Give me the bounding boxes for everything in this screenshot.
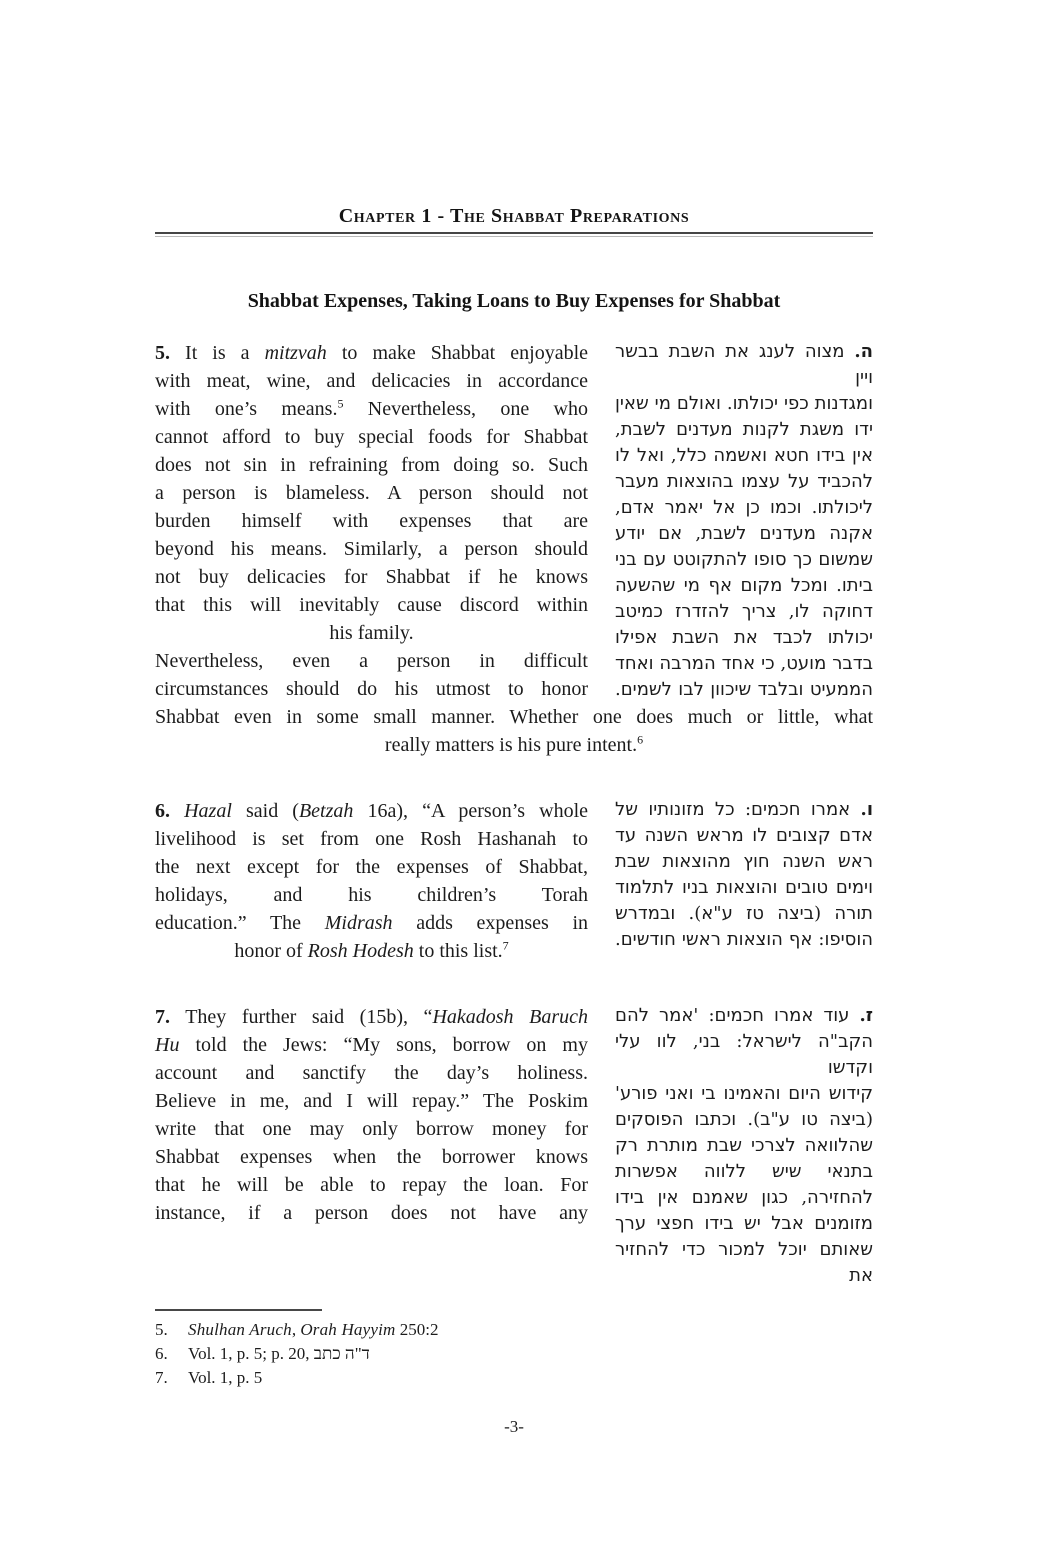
chapter-header: Chapter 1 - The Shabbat Preparations [338,205,690,227]
footnote-number: 5. [155,1320,168,1339]
footnote-number: 7. [155,1368,168,1387]
english-text-6 [155,797,588,965]
text-line: ראש השנה חוץ מהוצאות שבת [615,851,873,872]
text-line: Nevertheless, even a person in difficult [155,650,588,672]
text-line: ביתו. ומכל מקום אף מי שהשעה [615,575,873,596]
text-line: really matters is his pure intent.$^6$ [384,732,644,756]
header-rule [155,232,873,237]
text-line: שמשום כך סופו להתקוטט עם בני [615,549,873,570]
footnote-6 [155,1342,873,1366]
text-line: אדם קצובים לו מראש השנה עד [615,825,873,846]
footnote-text: Vol. 1, p. 5 [188,1368,263,1387]
halacha-5 [155,339,873,759]
text-line: הוסיפו: אף הוצאות ראשי חודשים. [615,929,873,950]
text-line: ה. מצוה לענג את השבת בבשר ויין [615,341,873,388]
text-line: circumstances should do his utmost to honor [155,678,588,700]
text-line: ו. אמרו חכמים: כל מזונותיו של [615,799,873,820]
text-line: בתנאי שיש ללווה אפשרות [615,1161,873,1182]
halacha-7 [155,1003,873,1289]
text-line: להכביד על עצמו בהוצאות מעבר [615,471,873,492]
text-line: ידו משגת לקנות מעדנים לשבת, [615,419,873,440]
page-content [155,0,873,1438]
footnote-text: Shulhan Aruch, Orah Hayyim 250:2 [188,1320,439,1339]
text-line: 6. Hazal said (Betzah 16a), “A person’s whole [155,800,588,822]
text-line: אין בידו חטא ואשמה כלל, ואל לו [615,445,873,466]
text-line: בדבר מועט, כי אחד המרבה ואחד [615,653,873,674]
text-line: Shabbat expenses when the borrower knows [155,1146,588,1168]
text-line: instance, if a person does not have any [155,1202,588,1224]
text-line: הממעיט ובלבד שיכוון לבו לשמים. [615,679,873,700]
hebrew-text-7 [615,1003,873,1289]
footnote-number: 6. [155,1344,168,1363]
text-line: does not sin in refraining from doing so. Such [155,454,588,476]
text-line: להחזירה, כגון שאמנם אין בידו [615,1187,873,1208]
text-line: Hu told the Jews: “My sons, borrow on my [155,1034,588,1056]
footnotes [155,1318,873,1390]
text-line: 5. It is a mitzvah to make Shabbat enjoyable [155,342,589,364]
footnote-7 [155,1366,873,1390]
text-line: account and sanctify the day’s holiness. [155,1062,588,1084]
text-line: יכולתו לכבד את השבת אפילו [615,627,873,648]
text-line: that this will inevitably cause discord within [155,594,588,616]
text-line: קידוש היום והאמינו בי ואני פורע' [615,1083,873,1104]
hebrew-text-6 [615,797,873,953]
text-line: not buy delicacies for Shabbat if he knows [155,566,588,588]
text-line: with one’s means.$^5$ Nevertheless, one who [155,396,588,420]
text-line: ליכולתו. וכמו כן אל יאמר אדם, [615,497,873,518]
halacha-6 [155,797,873,965]
text-line: holidays, and his children’s Torah [155,884,588,906]
text-line: אקנה מעדנים לשבת, אם יודע [615,523,873,544]
text-line: מזומנים אבל יש בידו חפצי ערך [615,1213,873,1234]
english-text-7 [155,1003,588,1227]
text-line: 7. They further said (15b), “Hakadosh Baruch [155,1006,589,1028]
text-line: that he will be able to repay the loan. For [155,1174,588,1196]
page-number: -3- [504,1417,524,1436]
text-line: (ביצה טו ע"ב). וכתבו הפוסקים [615,1109,873,1130]
text-line: וימים טובים והוצאות בניו לתלמוד [615,877,873,898]
text-line: burden himself with expenses that are [155,510,588,532]
text-line: ומגדנות כפי יכולתו. ואולם מי שאין [615,393,873,414]
text-line: דחוקה לו, צריך להזדרז כמיטב [615,601,873,622]
text-line: Believe in me, and I will repay.” The Poskim [155,1090,588,1112]
text-line: beyond his means. Similarly, a person should [155,538,588,560]
text-line: a person is blameless. A person should not [155,482,588,504]
halacha-5-columns [155,339,873,703]
footnote-divider [155,1309,322,1311]
footnote-5 [155,1318,873,1342]
text-line: שהלוואה לצרכי שבת מותרת רק [615,1135,873,1156]
text-line: the next except for the expenses of Shabbat, [155,856,588,878]
text-line: ז. עוד אמרו חכמים: 'אמר להם [615,1005,873,1026]
text-line: his family. [329,622,414,644]
text-line: Shabbat even in some small manner. Whether one does much or little, what [155,706,873,728]
hebrew-text-5 [615,339,873,703]
footnote-text: Vol. 1, p. 5; p. 20, ד"ה כתב [188,1344,370,1363]
text-line: education.” The Midrash adds expenses in [155,912,588,934]
text-line: write that one may only borrow money for [155,1118,588,1140]
english-continuation-5 [155,703,873,759]
text-line: הקב"ה לישראל: בני, לוו עלי וקדשו [615,1031,873,1078]
text-line: with meat, wine, and delicacies in accordance [155,370,588,392]
section-title: Shabbat Expenses, Taking Loans to Buy Expenses for Shabbat [247,290,781,312]
text-line: livelihood is set from one Rosh Hashanah to [155,828,588,850]
text-line: שאותם יוכל למכור כדי להחזיר את [615,1239,873,1286]
text-line: cannot afford to buy special foods for Shabbat [155,426,588,448]
halacha-6-columns [155,797,873,965]
english-text-5 [155,339,588,703]
halacha-7-columns [155,1003,873,1289]
text-line: honor of Rosh Hodesh to this list.$^7$ [234,938,509,962]
text-line: תורה (ביצה טז ע"א). ובמדרש [615,903,873,924]
